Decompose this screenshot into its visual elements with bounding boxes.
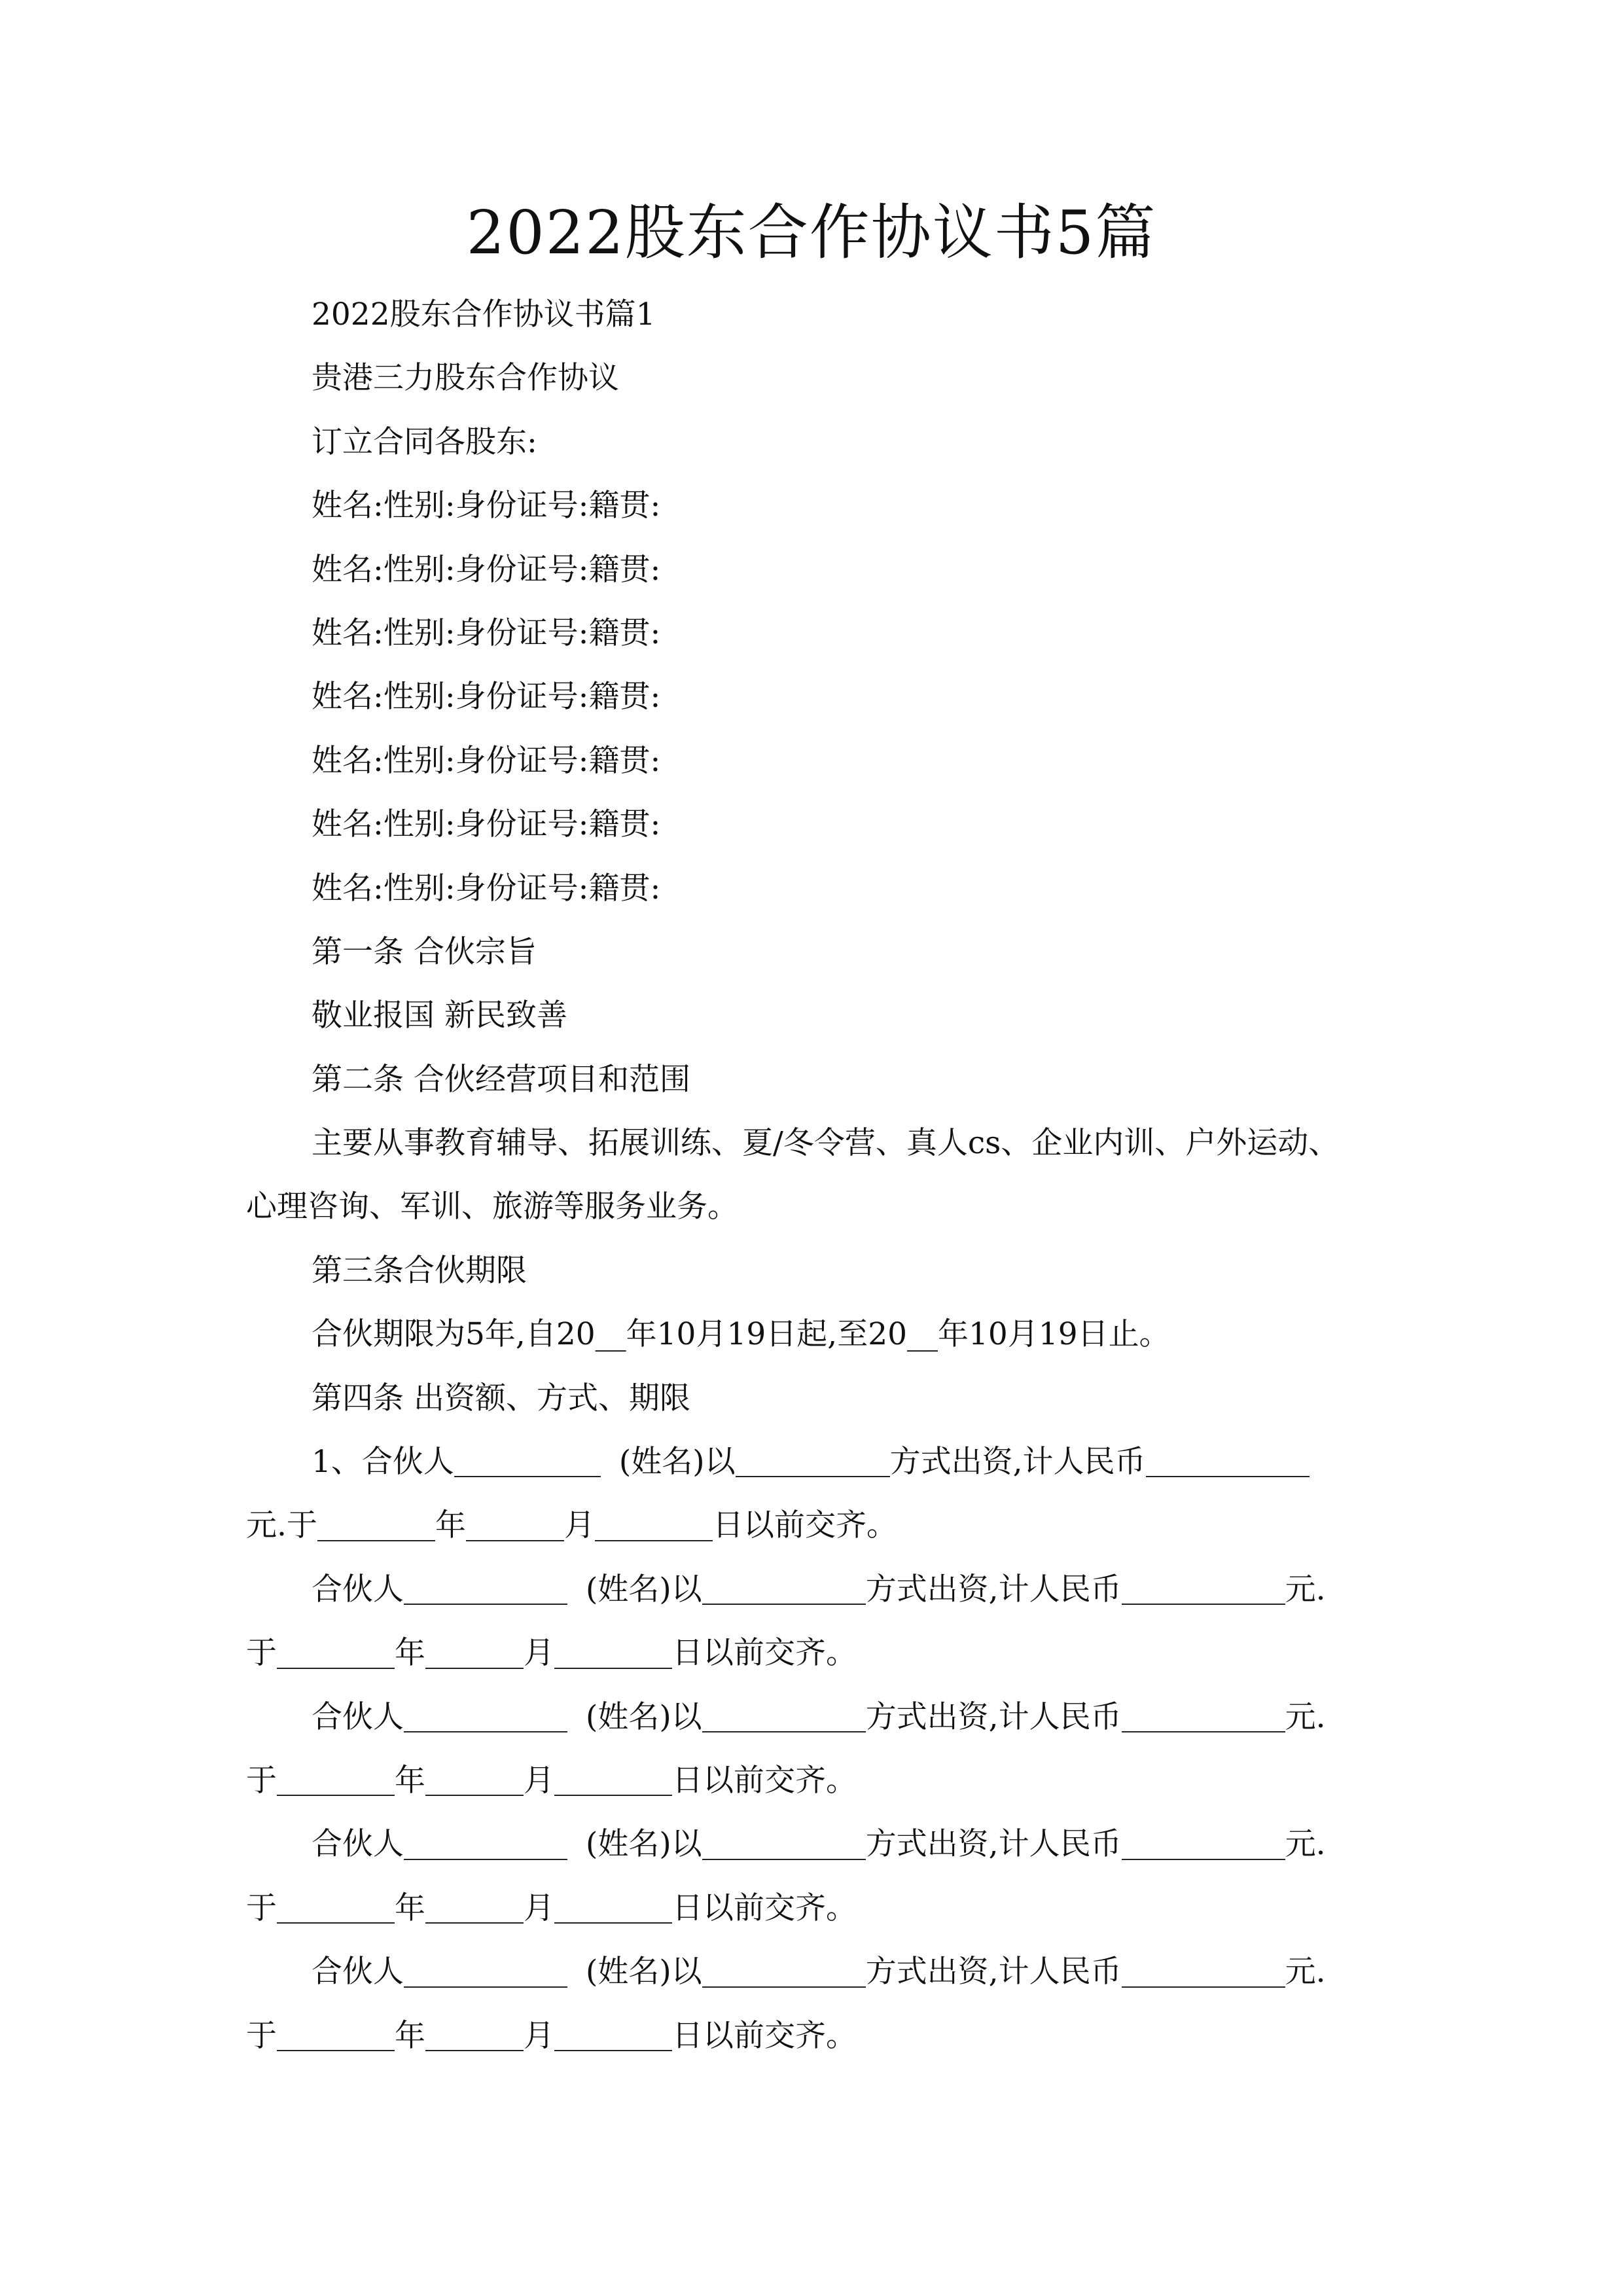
yuan-text: 元. (1285, 1954, 1326, 1990)
month-text: 月 (524, 1762, 554, 1799)
shareholder-line: 姓名:性别:身份证号:籍贯: (312, 679, 661, 715)
contribution-date-line (246, 1876, 1385, 1940)
article-1-text: 敬业报国 新民致善 (312, 997, 567, 1034)
article-1-title: 第一条 合伙宗旨 (312, 933, 537, 970)
year-text: 年 (395, 1635, 425, 1672)
yu-text: 于 (246, 1762, 277, 1799)
partner-name-blank (454, 1444, 601, 1477)
shareholder-line: 姓名:性别:身份证号:籍贯: (312, 806, 661, 843)
shareholder-line: 姓名:性别:身份证号:籍贯: (312, 488, 661, 524)
contribution-line (246, 1430, 1385, 1494)
amount-blank (1122, 1571, 1285, 1605)
year-blank (277, 1890, 395, 1924)
month-text: 月 (563, 1507, 595, 1544)
day-blank (595, 1508, 713, 1541)
day-text: 日以前交齐。 (712, 1507, 897, 1544)
year-blank (277, 1635, 395, 1668)
month-blank (425, 1635, 524, 1668)
month-blank (425, 1890, 524, 1924)
method-text: 方式出资,计人民币 (865, 1571, 1122, 1607)
article-2-text: 主要从事教育辅导、拓展训练、夏/冬令营、真人cs、企业内训、户外运动、 (312, 1125, 1340, 1162)
name-hint: (姓名)以 (586, 1826, 702, 1863)
yu-text: 于 (246, 2017, 277, 2054)
section-heading: 2022股东合作协议书篇1 (312, 296, 656, 332)
agreement-name: 贵港三力股东合作协议 (312, 360, 619, 397)
day-blank (554, 2018, 672, 2051)
partner-name-blank (404, 1826, 567, 1859)
document-body (246, 283, 1385, 2068)
parties-label: 订立合同各股东: (312, 423, 537, 460)
month-text: 月 (524, 1635, 554, 1672)
amount-blank (1122, 1826, 1285, 1859)
method-blank (702, 1954, 866, 1987)
contribution-prefix: 合伙人 (312, 1698, 404, 1735)
day-text: 日以前交齐。 (672, 1762, 857, 1799)
article-2-text-continued: 心理咨询、军训、旅游等服务业务。 (246, 1189, 738, 1225)
name-hint: (姓名)以 (586, 1954, 702, 1990)
contribution-line (246, 1558, 1385, 1621)
method-blank (736, 1444, 890, 1477)
day-blank (554, 1635, 672, 1668)
month-text: 月 (524, 1890, 554, 1926)
month-blank (466, 1508, 564, 1541)
contribution-date-line (246, 2004, 1385, 2068)
year-text: 年 (395, 1762, 425, 1799)
contribution-prefix: 1、合伙人 (312, 1444, 454, 1480)
article-4-title: 第四条 出资额、方式、期限 (312, 1380, 690, 1416)
amount-blank (1122, 1699, 1285, 1732)
method-text: 方式出资,计人民币 (865, 1698, 1122, 1735)
method-blank (702, 1699, 866, 1732)
year-text: 年 (395, 1890, 425, 1926)
contribution-line (246, 1685, 1385, 1749)
method-blank (702, 1826, 866, 1859)
contribution-line (246, 1812, 1385, 1876)
method-blank (702, 1571, 866, 1605)
contribution-prefix: 合伙人 (312, 1826, 404, 1863)
day-blank (554, 1890, 672, 1924)
article-3-text: 合伙期限为5年,自20__年10月19日起,至20__年10月19日止。 (312, 1316, 1170, 1353)
method-text: 方式出资,计人民币 (889, 1444, 1146, 1480)
shareholder-line: 姓名:性别:身份证号:籍贯: (312, 742, 661, 779)
day-text: 日以前交齐。 (672, 1635, 857, 1672)
yuan-text: 元.于 (246, 1507, 317, 1544)
month-blank (425, 1763, 524, 1796)
contribution-date-line (246, 1749, 1385, 1812)
shareholder-line: 姓名:性别:身份证号:籍贯: (312, 870, 661, 906)
month-text: 月 (524, 2017, 554, 2054)
year-text: 年 (435, 1507, 466, 1544)
contribution-prefix: 合伙人 (312, 1571, 404, 1607)
name-hint: (姓名)以 (586, 1698, 702, 1735)
shareholder-line: 姓名:性别:身份证号:籍贯: (312, 551, 661, 588)
amount-blank (1122, 1954, 1285, 1987)
shareholder-line: 姓名:性别:身份证号:籍贯: (312, 615, 661, 651)
article-3-title: 第三条合伙期限 (312, 1252, 527, 1289)
method-text: 方式出资,计人民币 (865, 1826, 1122, 1863)
method-text: 方式出资,计人民币 (865, 1954, 1122, 1990)
document-title: 2022股东合作协议书5篇 (466, 198, 1157, 268)
yuan-text: 元. (1285, 1826, 1326, 1863)
yu-text: 于 (246, 1890, 277, 1926)
contribution-line (246, 1940, 1385, 2003)
amount-blank (1146, 1444, 1310, 1477)
year-blank (317, 1508, 435, 1541)
partner-name-blank (404, 1699, 567, 1732)
yuan-text: 元. (1285, 1571, 1326, 1607)
article-2-title: 第二条 合伙经营项目和范围 (312, 1061, 690, 1098)
day-text: 日以前交齐。 (672, 1890, 857, 1926)
year-blank (277, 1763, 395, 1796)
day-blank (554, 1763, 672, 1796)
contribution-date-line (246, 1621, 1385, 1685)
month-blank (425, 2018, 524, 2051)
contribution-prefix: 合伙人 (312, 1954, 404, 1990)
contribution-date-line (246, 1494, 1385, 1557)
name-hint: (姓名)以 (618, 1444, 736, 1480)
year-blank (277, 2018, 395, 2051)
year-text: 年 (395, 2017, 425, 2054)
yu-text: 于 (246, 1635, 277, 1672)
day-text: 日以前交齐。 (672, 2017, 857, 2054)
yuan-text: 元. (1285, 1698, 1326, 1735)
name-hint: (姓名)以 (586, 1571, 702, 1607)
partner-name-blank (404, 1571, 567, 1605)
partner-name-blank (404, 1954, 567, 1987)
